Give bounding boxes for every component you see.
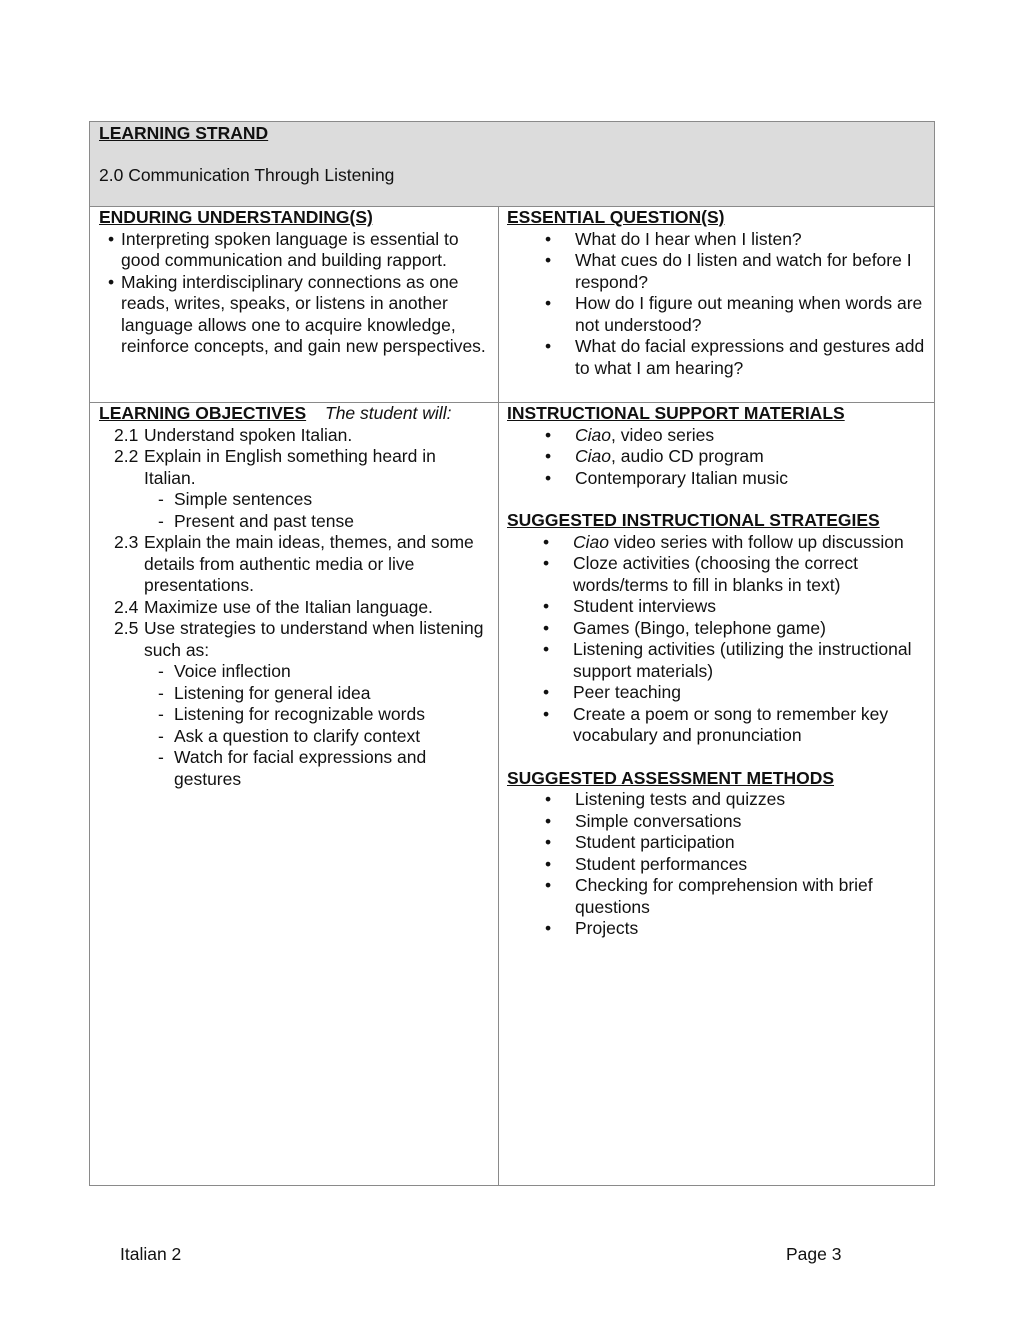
list-item: • Ciao, audio CD program [507, 446, 932, 468]
list-item: • Interpreting spoken language is essential to good communication and building rapport. [99, 229, 489, 272]
list-item: • Contemporary Italian music [507, 468, 932, 490]
learning-strand-heading: LEARNING STRAND [99, 123, 269, 143]
list-item: • Simple conversations [507, 811, 932, 833]
essential-questions-cell [507, 207, 932, 379]
understanding-questions-row [89, 206, 935, 403]
materials-heading: INSTRUCTIONAL SUPPORT MATERIALS [507, 403, 845, 423]
list-item: • Ciao, video series [507, 425, 932, 447]
objective-item: 2.5 Use strategies to understand when listening such as: - Voice inflection - Listening for general idea - Listening for recognizable words - Ask a question to clarify context - Watch for facial expressions and gestures [99, 618, 489, 790]
sub-item: - Watch for facial expressions and gestures [174, 747, 489, 790]
footer-course: Italian 2 [120, 1244, 182, 1264]
list-item: • What do facial expressions and gestures add to what I am hearing? [507, 336, 932, 379]
list-item: • Games (Bingo, telephone game) [505, 618, 932, 640]
list-item: • Cloze activities (choosing the correct words/terms to fill in blanks in text) [505, 553, 932, 596]
list-item: • Ciao video series with follow up discussion [505, 532, 932, 554]
footer-page-number: Page 3 [786, 1244, 842, 1264]
objectives-intro: The student will: [325, 403, 452, 423]
list-item: • Student performances [507, 854, 932, 876]
sub-item: - Present and past tense [174, 511, 489, 533]
learning-objectives-heading: LEARNING OBJECTIVES [99, 403, 307, 423]
enduring-understanding-heading: ENDURING UNDERSTANDING(S) [99, 207, 373, 227]
strategies-heading: SUGGESTED INSTRUCTIONAL STRATEGIES [507, 510, 880, 530]
learning-strand-title: 2.0 Communication Through Listening [99, 165, 395, 185]
sub-item: - Simple sentences [174, 489, 489, 511]
sub-item: - Voice inflection [174, 661, 489, 683]
sub-item: - Listening for general idea [174, 683, 489, 705]
list-item: • How do I figure out meaning when words are not understood? [507, 293, 932, 336]
sub-item: - Ask a question to clarify context [174, 726, 489, 748]
list-item: • Listening tests and quizzes [507, 789, 932, 811]
list-item: • What do I hear when I listen? [507, 229, 932, 251]
list-item: • Projects [507, 918, 932, 940]
learning-objectives-cell [99, 403, 489, 790]
list-item: • Checking for comprehension with brief questions [507, 875, 932, 918]
objective-item: 2.3 Explain the main ideas, themes, and some details from authentic media or live presentations. [114, 532, 474, 595]
sub-item: - Listening for recognizable words [174, 704, 489, 726]
objective-item: 2.4 Maximize use of the Italian language. [114, 596, 433, 617]
list-item: • Peer teaching [505, 682, 932, 704]
list-item: • Student participation [507, 832, 932, 854]
list-item: • Student interviews [505, 596, 932, 618]
learning-strand-box [89, 121, 935, 207]
essential-questions-heading: ESSENTIAL QUESTION(S) [507, 207, 725, 227]
objective-item: 2.2 Explain in English something heard in Italian. - Simple sentences - Present and past tense [99, 446, 489, 532]
list-item: • What cues do I listen and watch for before I respond? [507, 250, 932, 293]
list-item: • Making interdisciplinary connections as one reads, writes, speaks, or listens in another language allows one to acquire knowledge, reinforce concepts, and gain new perspectives. [99, 272, 489, 358]
list-item: • Listening activities (utilizing the instructional support materials) [505, 639, 932, 682]
materials-strategies-cell [507, 403, 932, 940]
objectives-materials-row [89, 402, 935, 1186]
list-item: • Create a poem or song to remember key vocabulary and pronunciation [505, 704, 932, 747]
enduring-understanding-cell [99, 207, 489, 358]
assessment-heading: SUGGESTED ASSESSMENT METHODS [507, 767, 835, 788]
objective-item: 2.1 Understand spoken Italian. [114, 424, 353, 445]
